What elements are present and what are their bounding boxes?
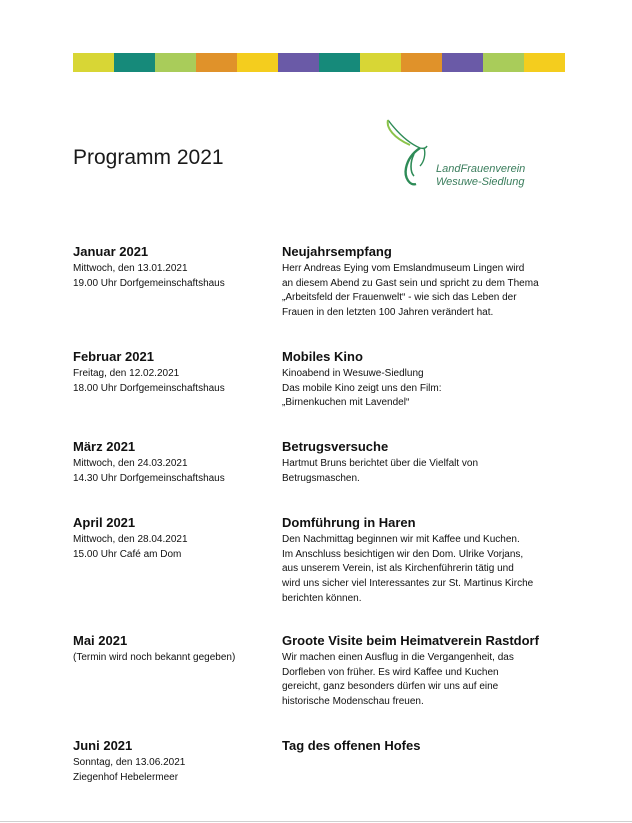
event-detail-line: 18.00 Uhr Dorfgemeinschaftshaus [73, 382, 225, 394]
color-stripe-segment [360, 53, 401, 72]
event-description-line: Dorfleben von früher. Es wird Kaffee und Kuchen [282, 666, 499, 678]
color-stripe-banner [73, 53, 565, 72]
color-stripe-segment [278, 53, 319, 72]
event-month: Juni 2021 [73, 738, 133, 753]
color-stripe-segment [401, 53, 442, 72]
event-details [73, 457, 225, 486]
event-description-line: „Birnenkuchen mit Lavendel“ [282, 397, 410, 409]
event-month: Januar 2021 [73, 244, 149, 259]
color-stripe-segment [237, 53, 278, 72]
color-stripe-segment [73, 53, 114, 72]
event-detail-line: Mittwoch, den 24.03.2021 [73, 458, 188, 469]
event-description-line: Frauen in den letzten 100 Jahren verändert hat. [282, 307, 494, 319]
event-description-line: Das mobile Kino zeigt uns den Film: [282, 382, 442, 394]
event-title: Neujahrsempfang [282, 244, 392, 259]
event-details [73, 533, 188, 562]
event-detail-line: 14.30 Uhr Dorfgemeinschaftshaus [73, 472, 225, 484]
event-detail-line: Freitag, den 12.02.2021 [73, 368, 180, 379]
color-stripe-segment [155, 53, 196, 72]
butterfly-icon [380, 118, 440, 198]
event-title: Tag des offenen Hofes [282, 738, 421, 753]
logo-text-line1: LandFrauenverein [436, 163, 526, 175]
event-details [73, 367, 225, 396]
event-month: Februar 2021 [73, 349, 154, 364]
event-month: März 2021 [73, 439, 136, 454]
event-detail-line: 15.00 Uhr Café am Dom [73, 548, 182, 560]
event-description [282, 262, 539, 321]
event-description [282, 651, 514, 710]
event-description-line: „Arbeitsfeld der Frauenwelt“ - wie sich das Leben der [282, 292, 517, 304]
divider [0, 821, 632, 822]
event-description-line: berichten können. [282, 592, 362, 604]
event-description-line: Den Nachmittag beginnen wir mit Kaffee und Kuchen. [282, 534, 520, 545]
logo-text-line2: Wesuwe-Siedlung [436, 176, 525, 188]
event-description-line: gereicht, ganz besonders dürfen wir uns auf eine [282, 681, 499, 693]
event-detail-line: Ziegenhof Hebelermeer [73, 771, 179, 783]
event-description-line: Kinoabend in Wesuwe-Siedlung [282, 368, 424, 379]
event-details [73, 756, 185, 785]
event-details [73, 262, 225, 291]
event-description-line: an diesem Abend zu Gast sein und spricht zu dem Thema [282, 277, 539, 289]
event-detail-line: Sonntag, den 13.06.2021 [73, 757, 186, 768]
event-description-line: Betrugsmaschen. [282, 472, 360, 484]
event-description-line: aus unserem Verein, ist als Kirchenführerin tätig und [282, 563, 514, 575]
event-details [73, 651, 235, 666]
event-description-line: Herr Andreas Eying vom Emslandmuseum Lingen wird [282, 263, 525, 274]
logo [380, 118, 565, 198]
event-description [282, 367, 442, 411]
event-description-line: historische Modenschau freuen. [282, 696, 424, 708]
event-description [282, 457, 478, 486]
event-detail-line: Mittwoch, den 13.01.2021 [73, 263, 188, 274]
event-detail-line: Mittwoch, den 28.04.2021 [73, 534, 188, 545]
event-description-line: Hartmut Bruns berichtet über die Vielfalt von [282, 458, 479, 469]
event-description-line: Im Anschluss besichtigen wir den Dom. Ulrike Vorjans, [282, 548, 524, 560]
event-month: Mai 2021 [73, 633, 128, 648]
event-detail-line: (Termin wird noch bekannt gegeben) [73, 652, 236, 663]
color-stripe-segment [319, 53, 360, 72]
event-detail-line: 19.00 Uhr Dorfgemeinschaftshaus [73, 277, 225, 289]
color-stripe-segment [196, 53, 237, 72]
page-title: Programm 2021 [73, 146, 224, 169]
event-title: Domführung in Haren [282, 515, 416, 530]
event-month: April 2021 [73, 515, 136, 530]
event-description-line: wird uns sicher viel Interessantes zur St. Martinus Kirche [282, 578, 534, 590]
color-stripe-segment [483, 53, 524, 72]
event-description-line: Wir machen einen Ausflug in die Vergangenheit, das [282, 652, 514, 663]
color-stripe-segment [114, 53, 155, 72]
event-description [282, 533, 533, 607]
event-title: Mobiles Kino [282, 349, 363, 364]
event-title: Betrugsversuche [282, 439, 389, 454]
color-stripe-segment [524, 53, 565, 72]
event-title: Groote Visite beim Heimatverein Rastdorf [282, 633, 539, 648]
color-stripe-segment [442, 53, 483, 72]
